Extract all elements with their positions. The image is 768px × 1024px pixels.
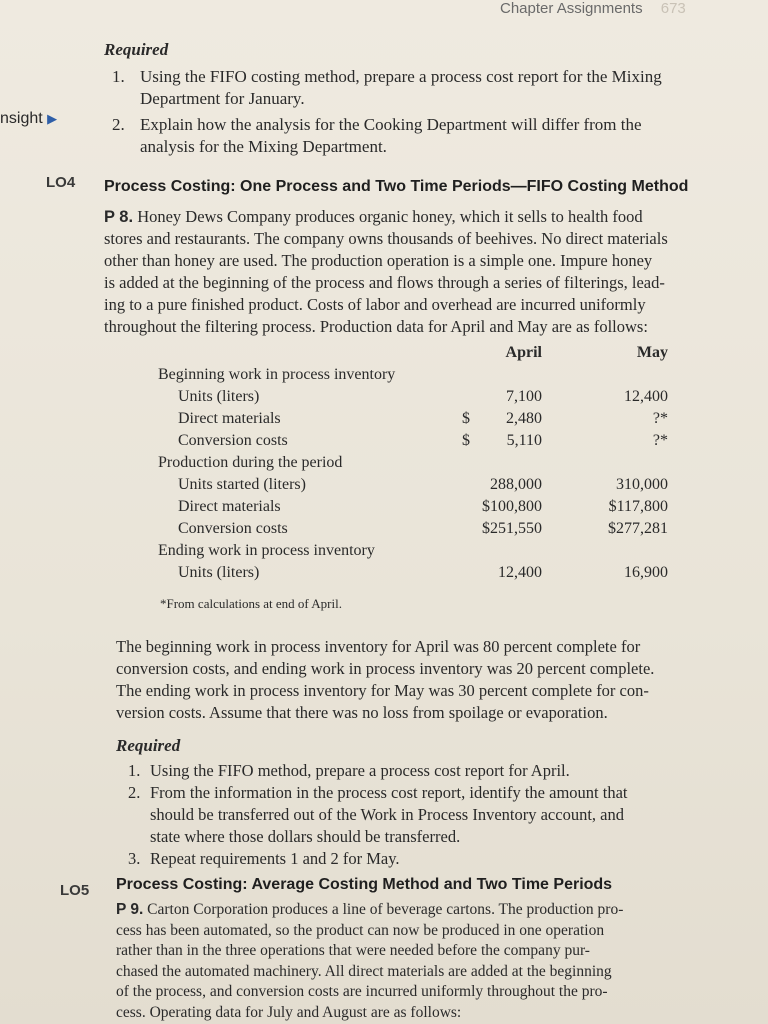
row-label: Ending work in process inventory [158,542,375,559]
may-value: ?* [652,410,668,427]
april-value: $251,550 [482,520,542,537]
may-value: ?* [652,432,668,449]
learning-objective-lo4: LO4 [46,174,76,191]
p9-description: P 9. Carton Corporation produces a line of beverage cartons. The production pro- cess has been automated, so the product can now be produced in one operation rather than in the three operations that were needed before the company pur- chased the automated machinery. All direct materials are added at the beginning of the process, and conversion costs are incurred uniformly throughout the pro- cess. Operating data for July and August are as follows: [116,901,624,1021]
row-label: Production during the period [158,454,343,471]
row-label: Conversion costs [178,520,288,537]
p8-number: P 8. [104,208,134,226]
april-value: 12,400 [498,564,542,581]
column-header-april: April [505,344,542,361]
prev-item-2-line2: analysis for the Mixing Department. [140,137,387,156]
table-row [158,432,698,454]
prev-required-item-2: 2. Explain how the analysis for the Cooking Department will differ from the analysis for the Mixing Department. [112,115,642,156]
p8-title: Process Costing: One Process and Two Time Periods—FIFO Costing Method [104,178,689,195]
dollar-sign: $ [462,432,470,449]
row-label: Beginning work in process inventory [158,366,396,383]
table-header-row [158,344,698,366]
list-item: 1. Using the FIFO method, prepare a process cost report for April. [128,761,570,780]
page-number: 673 [660,0,686,17]
p9-title: Process Costing: Average Costing Method and Two Time Periods [116,876,613,893]
p8-required-list [128,760,748,870]
row-label: Direct materials [178,498,281,515]
chapter-header [500,0,686,17]
dollar-sign: $ [462,410,470,427]
april-value: 288,000 [490,476,542,493]
list-item: 2. From the information in the process cost report, identify the amount that should be transferred out of the Work in Process Inventory account, and state where those dollars should be transferred. [128,783,628,846]
table-row [158,564,698,586]
table-row [158,476,698,498]
may-value: 16,900 [624,564,668,581]
production-data-table [158,344,698,586]
insight-marker [0,110,57,128]
insight-label: nsight [0,110,43,127]
table-footnote: *From calculations at end of April. [160,596,342,611]
p8-completion-paragraph: The beginning work in process inventory for April was 80 percent complete for conversion costs, and ending work in process inventory was 20 percent complete. The ending work in process inventory for May was 30 percent complete for con- version costs. Assume that there was no loss from spoilage or evaporation. [116,637,655,722]
april-value: $ 2,480 [462,410,542,427]
table-row [158,366,698,388]
april-value: 7,100 [506,388,542,405]
prev-item-1-line2: Department for January. [140,89,305,108]
row-label: Units started (liters) [178,476,306,493]
row-label: Conversion costs [178,432,288,449]
chapter-label: Chapter Assignments [500,0,643,17]
row-label: Units (liters) [178,388,260,405]
table-row [158,388,698,410]
prev-required-item-1: 1. Using the FIFO costing method, prepare a process cost report for the Mixing Department for January. [112,67,662,108]
p8-required-heading: Required [116,736,181,755]
prev-required-heading: Required [104,40,169,59]
may-value: 12,400 [624,388,668,405]
table-row [158,520,698,542]
may-value: $277,281 [608,520,668,537]
column-header-may: May [636,344,668,361]
may-value: $117,800 [608,498,668,515]
april-value: $ 5,110 [462,432,542,449]
p9-number: P 9. [116,901,144,918]
prev-item-1-line1: Using the FIFO costing method, prepare a process cost report for the Mixing [140,67,662,86]
row-label: Direct materials [178,410,281,427]
table-row [158,410,698,432]
table-row [158,542,698,564]
p8-description: P 8. Honey Dews Company produces organic honey, which it sells to health food stores and restaurants. The company owns thousands of beehives. No direct materials other than honey are used. The production operation is a simple one. Impure honey is added at the beginning of the process and flows through a series of filterings, lead- ing to a pure finished product. Costs of labor and overhead are incurred uniformly throughout the filtering process. Production data for April and May are as follows: [104,207,668,336]
list-item: 3. Repeat requirements 1 and 2 for May. [128,849,400,868]
row-label: Units (liters) [178,564,260,581]
table-row [158,454,698,476]
may-value: 310,000 [616,476,668,493]
learning-objective-lo5: LO5 [60,882,90,899]
triangle-right-icon: ▶ [47,111,58,126]
april-value: $100,800 [482,498,542,515]
prev-item-2-line1: Explain how the analysis for the Cooking Department will differ from the [140,115,642,134]
table-row [158,498,698,520]
